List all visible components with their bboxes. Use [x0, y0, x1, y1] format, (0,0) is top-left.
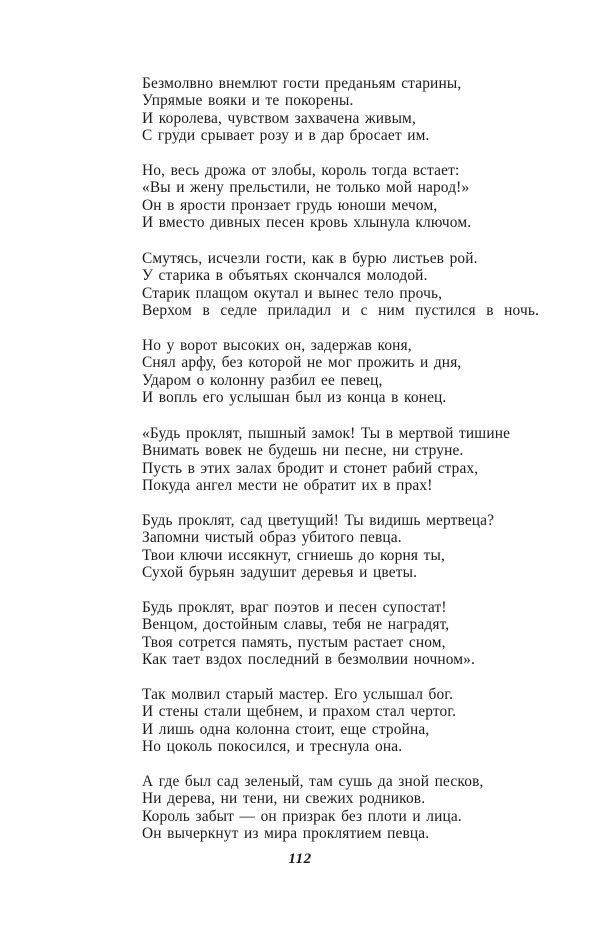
verse-line: Пусть в этих залах бродит и стонет рабий страх,	[142, 459, 479, 477]
verse-line: А где был сад зеленый, там сушь да зной песков,	[142, 773, 484, 790]
stanza-9	[142, 773, 552, 843]
verse-line: И вопль его услышан был из конца в конец.	[142, 389, 447, 407]
verse-line: У старика в объятьях скончался молодой.	[142, 267, 428, 285]
verse-line: Будь проклят, сад цветущий! Ты видишь мертвеца?	[142, 512, 495, 529]
stanza-8	[142, 686, 552, 756]
verse-line: Но цоколь покосился, и треснула она.	[142, 738, 403, 756]
verse-line: Он в ярости пронзает грудь юноши мечом,	[142, 196, 438, 214]
verse-line: Ни дерева, ни тени, ни свежих родников.	[142, 790, 426, 808]
verse-line: И стены стали щебнем, и прахом стал чертог.	[142, 703, 457, 721]
stanza-1	[142, 75, 552, 145]
verse-line: Снял арфу, без которой не мог прожить и дня,	[142, 354, 462, 372]
verse-line: Так молвил старый мастер. Его услышал бог.	[142, 686, 454, 703]
verse-line: С груди срывает розу и в дар бросает им.	[142, 127, 430, 145]
verse-line: Как тает вздох последний в безмолвии ночном».	[142, 651, 476, 669]
verse-line: Твоя сотрется память, пустым растает сном,	[142, 633, 446, 651]
stanza-4	[142, 337, 552, 407]
verse-line: «Будь проклят, пышный замок! Ты в мертвой тишине	[142, 425, 511, 442]
verse-line: Запомни чистый образ убитого певца.	[142, 529, 402, 547]
verse-line: Но у ворот высоких он, задержав коня,	[142, 337, 412, 354]
verse-line: Он вычеркнут из мира проклятием певца.	[142, 825, 430, 843]
verse-line: Ударом о колонну разбил ее певец,	[142, 371, 383, 389]
verse-line: Будь проклят, враг поэтов и песен супостат!	[142, 599, 447, 616]
stanza-7	[142, 599, 552, 669]
verse-line: Безмолвно внемлют гости преданьям старины,	[142, 75, 462, 92]
verse-line: Внимать вовек не будешь ни песне, ни струне.	[142, 442, 464, 460]
verse-line: Сухой бурьян задушит деревья и цветы.	[142, 564, 418, 582]
verse-line: Король забыт — он призрак без плоти и лица.	[142, 807, 462, 825]
verse-line: Покуда ангел мести не обратит их в прах!	[142, 477, 433, 495]
verse-line: Упрямые вояки и те покорены.	[142, 92, 354, 110]
verse-line: И королева, чувством захвачена живым,	[142, 109, 416, 127]
stanza-2	[142, 162, 552, 232]
verse-line: Твои ключи иссякнут, сгниешь до корня ты,	[142, 546, 445, 564]
verse-line: «Вы и жену прельстили, не только мой народ!»	[142, 179, 470, 197]
stanza-6	[142, 512, 552, 582]
verse-line: И лишь одна колонна стоит, еще стройна,	[142, 720, 430, 738]
stanza-3	[142, 250, 552, 320]
verse-line: Но, весь дрожа от злобы, король тогда встает:	[142, 162, 460, 179]
verse-line: Смутясь, исчезли гости, как в бурю листьев рой.	[142, 250, 478, 267]
verse-line: Венцом, достойным славы, тебя не наградят,	[142, 616, 450, 634]
verse-line: Старик плащом окутал и вынес тело прочь,	[142, 284, 443, 302]
verse-line: Верхом в седле приладил и с ним пустился в ночь.	[142, 302, 540, 320]
verse-line: И вместо дивных песен кровь хлынула ключом.	[142, 214, 472, 232]
stanza-5	[142, 425, 552, 495]
page-number: 112	[288, 851, 312, 867]
